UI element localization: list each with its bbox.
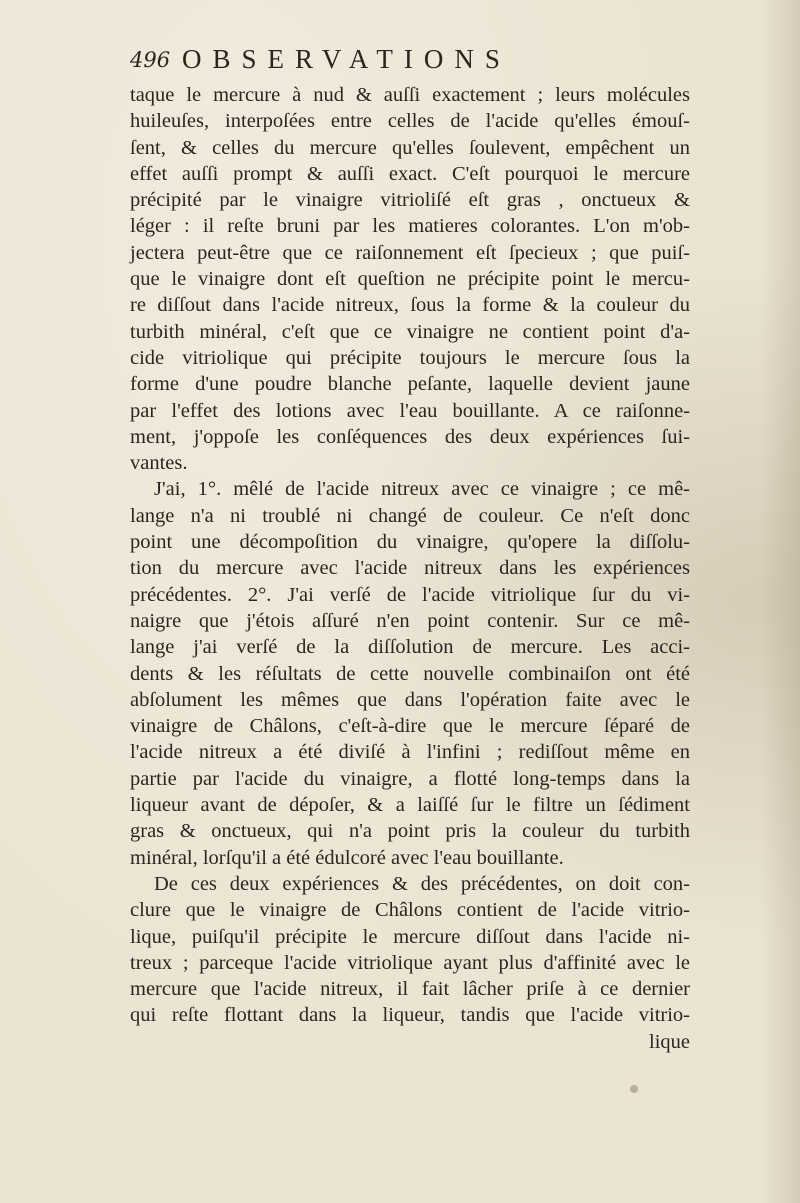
text-line: tion du mercure avec l'acide nitreux dans les expériences — [130, 557, 690, 580]
text-line: précédentes. 2°. J'ai verſé de l'acide vitriolique ſur du vi- — [130, 583, 690, 606]
text-line: naigre que j'étois aſſuré n'en point contenir. Sur ce mê- — [130, 609, 690, 632]
text-line: lange n'a ni troublé ni changé de couleur. Ce n'eſt donc — [130, 504, 690, 527]
text-line: ſent, & celles du mercure qu'elles ſoulevent, empêchent un — [130, 136, 690, 159]
text-line: De ces deux expériences & des précédentes, on doit con- — [154, 872, 690, 895]
text-line: léger : il reſte bruni par les matieres colorantes. L'on m'ob- — [130, 215, 690, 238]
text-line: précipité par le vinaigre vitrioliſé eſt gras , onctueux & — [130, 189, 690, 212]
text-line: re diſſout dans l'acide nitreux, ſous la forme & la couleur du — [130, 294, 690, 317]
text-line: lique, puiſqu'il précipite le mercure diſſout dans l'acide ni- — [130, 925, 690, 948]
text-line: minéral, lorſqu'il a été édulcoré avec l'eau bouillante. — [130, 846, 564, 869]
text-line: taque le mercure à nud & auſſi exactement ; leurs molécules — [130, 84, 690, 106]
body-text — [130, 82, 690, 1055]
text-line: partie par l'acide du vinaigre, a flotté long-temps dans la — [130, 767, 690, 790]
text-line: par l'effet des lotions avec l'eau bouillante. A ce raiſonne- — [130, 399, 690, 422]
text-line: huileuſes, interpoſées entre celles de l'acide qu'elles émouſ- — [130, 110, 690, 133]
text-line: vantes. — [130, 452, 188, 475]
text-line: lique — [649, 1030, 690, 1053]
text-line: forme d'une poudre blanche peſante, laquelle devient jaune — [130, 373, 690, 396]
text-line: mercure que l'acide nitreux, il fait lâcher priſe à ce dernier — [130, 978, 690, 1001]
text-line: vinaigre de Châlons, c'eſt-à-dire que le mercure ſéparé de — [130, 715, 690, 738]
running-title: OBSERVATIONS — [182, 44, 511, 74]
page-edge-shadow — [760, 0, 800, 1203]
text-line: que le vinaigre dont eſt queſtion ne précipite point le mercu- — [130, 268, 690, 291]
text-line: l'acide nitreux a été diviſé à l'infini ; rediſſout même en — [130, 741, 690, 764]
text-line: gras & onctueux, qui n'a point pris la couleur du turbith — [130, 820, 690, 843]
text-line: clure que le vinaigre de Châlons contient de l'acide vitrio- — [130, 899, 690, 922]
text-line: cide vitriolique qui précipite toujours le mercure ſous la — [130, 346, 690, 369]
text-line: lange j'ai verſé de la diſſolution de mercure. Les acci- — [130, 636, 690, 659]
text-line: effet auſſi prompt & auſſi exact. C'eſt pourquoi le mercure — [130, 162, 690, 185]
text-line: point une décompoſition du vinaigre, qu'opere la diſſolu- — [130, 531, 690, 554]
text-line: J'ai, 1°. mêlé de l'acide nitreux avec ce vinaigre ; ce mê- — [154, 478, 690, 501]
page-header — [130, 42, 690, 82]
text-line: turbith minéral, c'eſt que ce vinaigre ne contient point d'a- — [130, 320, 690, 343]
text-line: qui reſte flottant dans la liqueur, tandis que l'acide vitrio- — [130, 1004, 690, 1027]
ink-spot — [630, 1085, 638, 1093]
text-line: treux ; parceque l'acide vitriolique ayant plus d'affinité avec le — [130, 951, 690, 974]
text-line: ment, j'oppoſe les conſéquences des deux expériences ſui- — [130, 425, 690, 448]
text-line: jectera peut-être que ce raiſonnement eſt ſpecieux ; que puiſ- — [130, 241, 690, 264]
text-line: abſolument les mêmes que dans l'opération faite avec le — [130, 688, 690, 711]
page-number: 496 — [130, 48, 171, 72]
text-line: dents & les réſultats de cette nouvelle combinaiſon ont été — [130, 662, 690, 685]
text-line: liqueur avant de dépoſer, & a laiſſé ſur le filtre un ſédiment — [130, 794, 690, 817]
